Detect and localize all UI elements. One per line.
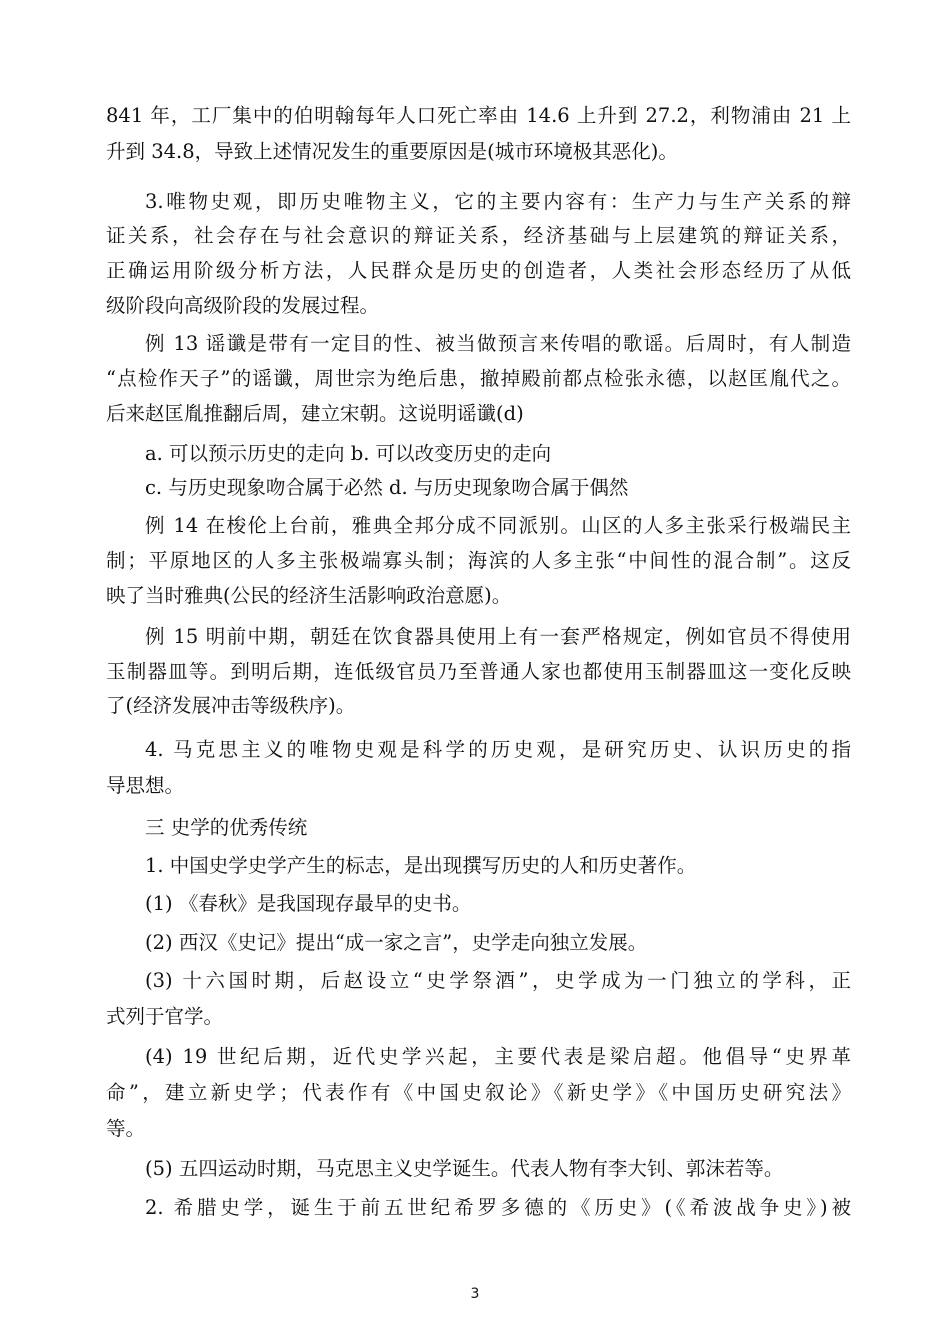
text-line: 玉制器皿等。到明后期，连低级官员乃至普通人家也都使用玉制器皿这一变化反映 — [106, 660, 851, 683]
text-line: (4) 19 世纪后期，近代史学兴起，主要代表是梁启超。他倡导“史界革 — [145, 1045, 851, 1068]
option-line: a. 可以预示历史的走向 b. 可以改变历史的走向 — [145, 442, 552, 465]
text-line: 式列于官学。 — [106, 1005, 224, 1028]
text-line: 证关系，社会存在与社会意识的辩证关系，经济基础与上层建筑的辩证关系， — [106, 224, 851, 247]
text-line: 级阶段向高级阶段的发展过程。 — [106, 294, 380, 317]
text-line: (1) 《春秋》是我国现存最早的史书。 — [145, 892, 472, 915]
text-line: 2. 希腊史学，诞生于前五世纪希罗多德的《历史》(《希波战争史》)被 — [145, 1196, 851, 1219]
option-line: c. 与历史现象吻合属于必然 d. 与历史现象吻合属于偶然 — [145, 476, 629, 499]
text-line: 4. 马克思主义的唯物史观是科学的历史观，是研究历史、认识历史的指 — [145, 738, 851, 761]
text-line: 例 14 在梭伦上台前，雅典全邦分成不同派别。山区的人多主张采行极端民主 — [145, 514, 851, 537]
text-line: 制；平原地区的人多主张极端寡头制；海滨的人多主张“中间性的混合制”。这反 — [106, 549, 851, 572]
text-line: (5) 五四运动时期，马克思主义史学诞生。代表人物有李大钊、郭沫若等。 — [145, 1157, 784, 1180]
text-line: 正确运用阶级分析方法，人民群众是历史的创造者，人类社会形态经历了从低 — [106, 259, 851, 282]
text-line: 映了当时雅典(公民的经济生活影响政治意愿)。 — [106, 584, 512, 607]
text-line: (3) 十六国时期，后赵设立“史学祭酒”，史学成为一门独立的学科，正 — [145, 969, 851, 992]
text-line: 例 15 明前中期，朝廷在饮食器具使用上有一套严格规定，例如官员不得使用 — [145, 625, 851, 648]
text-line: (2) 西汉《史记》提出“成一家之言”，史学走向独立发展。 — [145, 931, 648, 954]
text-line: 3.唯物史观，即历史唯物主义，它的主要内容有：生产力与生产关系的辩 — [145, 190, 851, 213]
text-line: 1. 中国史学史学产生的标志，是出现撰写历史的人和历史著作。 — [145, 854, 697, 877]
text-line: 命”，建立新史学；代表作有《中国史叙论》《新史学》《中国历史研究法》 — [106, 1081, 851, 1104]
section-heading: 三 史学的优秀传统 — [145, 816, 308, 839]
text-line: 后来赵匡胤推翻后周，建立宋朝。这说明谣谶(d) — [106, 402, 524, 425]
text-line: 升到 34.8，导致上述情况发生的重要原因是(城市环境极其恶化)。 — [106, 140, 678, 163]
text-line: 等。 — [106, 1117, 146, 1140]
text-line: 例 13 谣谶是带有一定目的性、被当做预言来传唱的歌谣。后周时，有人制造 — [145, 332, 851, 355]
text-line: 了(经济发展冲击等级秩序)。 — [106, 694, 356, 717]
text-line: 841 年，工厂集中的伯明翰每年人口死亡率由 14.6 上升到 27.2，利物浦由 21 上 — [106, 104, 851, 127]
text-line: “点检作天子”的谣谶，周世宗为绝后患，撤掉殿前都点检张永德，以赵匡胤代之。 — [106, 367, 851, 390]
text-line: 导思想。 — [106, 774, 185, 797]
page-number: 3 — [470, 1286, 480, 1302]
